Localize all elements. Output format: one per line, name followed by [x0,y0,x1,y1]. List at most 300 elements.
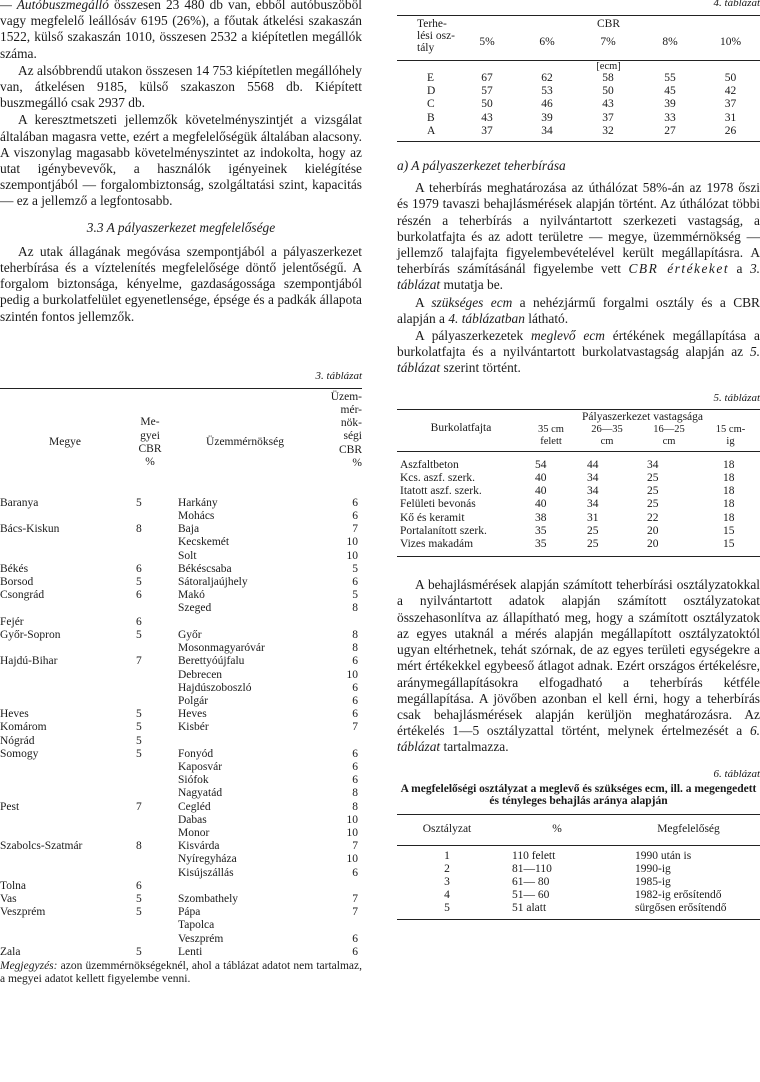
p6-text-d: 4. táblázatban [448,310,525,326]
t3-megye [0,669,130,682]
t5-value: 40 [535,498,547,511]
t3-uzem-cbr [320,616,362,629]
t3-megye: Baranya [0,496,39,509]
t5-value: 25 [587,538,599,551]
t3-megye: Veszprém [0,906,46,919]
t5-value: 25 [587,524,599,537]
t4-value: 43 [481,111,493,124]
t5-value: 31 [587,511,599,524]
t3-megye-cbr: 6 [136,615,142,628]
p7-text-d: 5. táblázat [397,344,760,376]
t4-h-cbr: CBR [597,18,621,30]
p8-text-a: A behajlásmérések alapján számított teherbírási osztályzatokkal a nyilvántartott adatok alapján számított osztályzatokat összehasonlítva az állapítható meg, hogy a számított osztályzatok az egyes utaknál a mérés alapján megállapított osztályzatoktól ugyan eltérhetnek, tehát szórnak, de az egyes területi egységekre a mért értékekkel egybeeső átlagot adnak. Ezért országos értékelésre, aránymegállapításokra elfogadható a teherbírás kétféle megállapítása. A jövőben azonban el kell érni, hogy a teherbírás csak behajlásmérések alapján kerüljön meghatározásra. Az értékelés 1—5 osztályzattal történt, melynek értelmezését a [397,577,760,739]
t5-value: 18 [723,458,735,471]
table6-caption: 6. táblázat [713,767,760,780]
table-row [397,876,760,889]
t3-megye: Békés [0,562,29,575]
table-row [0,735,362,748]
t5-type: Portalanított szerk. [400,524,487,537]
t3-uzem-cbr: 7 [352,840,358,853]
table-row [0,880,362,893]
t3-uzem: Cegléd [178,800,211,813]
t5-value: 34 [587,472,599,485]
t3-uzem-cbr: 6 [352,945,358,958]
t6-h-percent: % [552,822,562,835]
table-row [0,867,362,880]
t3-megye: Somogy [0,747,39,760]
t3-megye: Szabolcs-Szatmár [0,840,83,853]
t3-megye-cbr [130,853,170,866]
t5-value: 35 [535,524,547,537]
t6-percent: 51 alatt [512,902,547,915]
t3-uzem-cbr: 7 [352,523,358,536]
t3-megye-cbr: 6 [136,879,142,892]
t3-megye-cbr [130,602,170,615]
t3-uzem: Kaposvár [178,760,223,773]
t3-uzem-cbr: 10 [346,813,358,826]
t3-uzem-cbr: 7 [352,721,358,734]
t5-col-header: 35 cm felett [538,423,564,447]
t4-col-header: 10% [719,36,742,49]
t6-h-megfelel: Megfelelőség [657,822,720,835]
table-row [0,708,362,721]
t3-uzem-cbr [320,735,362,748]
table6-bottom-rule [397,919,760,920]
p5-text-c: a [729,261,750,277]
t3-megye [0,602,130,615]
t4-value: 27 [664,124,676,137]
t5-value: 25 [647,485,659,498]
table-row [397,125,760,138]
table-row [0,748,362,761]
table-row [0,761,362,774]
t4-value: 46 [541,98,553,111]
t3-uzem: Kisvárda [178,840,220,853]
t3-uzem-cbr: 8 [352,800,358,813]
table-row [397,85,760,98]
t6-compliance: 1982-ig erősítendő [635,889,722,902]
table-row [0,510,362,523]
paragraph-deflection [397,577,760,755]
t3-uzem: Mosonmagyaróvár [178,642,265,655]
t3-megye [0,695,130,708]
table-row [397,459,760,472]
table-row [397,863,760,876]
t3-megye-cbr: 7 [136,800,142,813]
t3-uzem: Sátoraljaújhely [178,576,248,589]
t3-uzem: Szeged [178,602,212,615]
t6-percent: 110 felett [512,849,556,862]
t5-value: 18 [723,511,735,524]
table-row [397,538,760,551]
t5-value: 34 [587,498,599,511]
t3-uzem: Baja [178,523,200,536]
t5-value: 25 [647,498,659,511]
p7-text-c: értékének megállapítása a burkolatfajta és a nyilvántartott burkolatvastagság alapján az [397,328,760,360]
t4-col-header: 6% [539,36,555,49]
t3-megye-cbr [130,933,170,946]
right-column [397,0,760,920]
t5-value: 15 [723,524,735,537]
section-heading: 3.3 A pályaszerkezet megfelelősége [86,219,276,235]
paragraph-required-ecm [397,295,760,327]
t3-megye [0,814,130,827]
t5-h-burk: Burkolatfajta [430,422,492,435]
t6-compliance: 1990 után is [635,849,692,862]
t4-value: 37 [724,98,737,111]
t3-uzem-cbr: 6 [352,496,358,509]
bus-stop-rest: összesen 23 480 db van, ebből autóbuszöböl vagy megfelelő leállósáv 6195 (26%), a főutak átkelési szakaszán 1522, külső szakaszán 1010, összesen 2532 a kiépítetlen megállók száma. [0,0,362,61]
t3-uzem: Kisújszállás [178,866,234,879]
t3-uzem-cbr: 8 [352,642,358,655]
t4-value: 39 [664,98,676,111]
t4-value: 26 [724,124,737,137]
t3-megye [0,642,130,655]
t6-grade: 4 [444,889,450,902]
t3-megye: Tolna [0,879,27,892]
table6 [397,815,760,916]
paragraph-existing-ecm [397,328,760,377]
t3-megye-cbr [130,682,170,695]
table3-note [0,960,362,987]
t5-value: 15 [723,538,735,551]
table-row [397,525,760,538]
t3-uzem-cbr: 5 [352,562,358,575]
t3-uzem: Békéscsaba [178,562,232,575]
table-row [0,906,362,919]
t3-uzem: Kisbér [178,721,209,734]
t3-uzem: Pápa [178,906,201,919]
t3-megye-cbr: 5 [136,945,142,958]
t5-col-header: 15 cm- ig [715,423,746,447]
table-row [0,814,362,827]
p7-text-b: meglevő ecm [530,328,605,344]
t5-value: 54 [535,458,547,471]
t5-type: Kő és keramit [400,511,465,524]
t5-value: 40 [535,472,547,485]
t3-uzem-cbr: 6 [352,708,358,721]
t3-megye-cbr [130,867,170,880]
t3-megye-cbr [130,536,170,549]
t3-uzem: Heves [178,708,207,721]
subsection-a: a) A pályaszerkezet teherbírása [397,158,566,174]
t3-h-megye: Megye [49,436,81,449]
t3-megye-cbr: 5 [136,906,142,919]
t4-class: C [427,98,435,111]
t3-uzem: Monor [178,826,210,839]
t3-uzem: Makó [178,589,205,602]
t3-uzem: Győr [178,628,202,641]
table-row [397,485,760,498]
t3-uzem-cbr: 10 [346,536,358,549]
t3-uzem-cbr: 6 [352,576,358,589]
table-row [0,682,362,695]
t3-megye-cbr [130,827,170,840]
t3-uzem-cbr: 6 [352,760,358,773]
t3-uzem [170,880,320,893]
p6-text-a: A [415,294,432,310]
t4-value: 34 [541,124,553,137]
t3-megye: Hajdú-Bihar [0,655,58,668]
t5-col-header: 26—35 cm [591,423,623,447]
t6-compliance: sürgősen erősítendő [635,902,727,915]
t4-value: 57 [481,85,493,98]
t3-uzem: Nagyatád [178,787,223,800]
t4-col-header: 5% [479,36,495,49]
t3-megye-cbr: 6 [136,589,142,602]
table-row [397,498,760,511]
table-row [0,563,362,576]
t6-compliance: 1990-ig [635,862,671,875]
t5-value: 20 [647,524,659,537]
t6-percent: 81—110 [512,862,552,875]
t6-grade: 2 [444,862,450,875]
t3-uzem-cbr: 7 [352,906,358,919]
table-row [0,655,362,668]
t5-type: Vizes makadám [400,538,474,551]
t6-grade: 3 [444,875,450,888]
table5-caption: 5. táblázat [713,391,760,404]
table-row [0,576,362,589]
table6-header [397,815,760,845]
t3-h-uzem-cbr: Üzem- mér- nök- ségi CBR % [330,390,362,469]
t4-unit: [ecm] [596,61,621,72]
table-row [0,589,362,602]
t3-megye-cbr [130,787,170,800]
t3-uzem: Nyíregyháza [178,853,237,866]
t3-megye-cbr [130,510,170,523]
table-row [397,72,760,85]
t6-compliance: 1985-ig [635,875,671,888]
t3-uzem-cbr: 10 [346,853,358,866]
t5-value: 38 [535,511,547,524]
t3-uzem-cbr: 6 [352,774,358,787]
t3-uzem-cbr: 6 [352,866,358,879]
t5-type: Aszfaltbeton [400,458,459,471]
p8-text-b: 6. táblázat [397,723,760,755]
t5-type: Itatott aszf. szerk. [400,485,482,498]
table3 [0,389,362,959]
t5-value: 22 [647,511,659,524]
t5-value: 18 [723,472,735,485]
table3-header [0,389,362,497]
paragraph-cross-section: A keresztmetszeti jellemzők követelményszintjét a vizsgálat általában magasra vette, ezért a megfelelőségük általában alacsony. A viszonylag magasabb követelményszintet az indokolta, hogy az utat igénybevevők, a használók igényeinek kielégítése szempontjából — forgalombiztonság, szolgáltatási szint, kapacitás — ez a jellemző a legfontosabb. [0,112,362,209]
t5-value: 34 [647,458,659,471]
t3-uzem: Siófok [178,774,209,787]
table5-bottom-rule [397,556,760,557]
table-row [0,933,362,946]
table-row [397,472,760,485]
table6-title: A megfelelőségi osztályzat a meglevő és szükséges ecm, ill. a megengedett és tényleges behajlás aránya alapján [400,782,757,808]
t4-class: A [427,124,436,137]
table-row [0,602,362,615]
t3-megye [0,510,130,523]
t5-value: 44 [587,458,599,471]
t3-uzem: Polgár [178,694,209,707]
t3-megye-cbr: 5 [136,892,142,905]
t3-uzem [170,735,320,748]
p6-text-c: a nehézjármű forgalmi osztály és a CBR alapján a [397,294,760,326]
t5-value: 18 [723,498,735,511]
t3-megye-cbr: 8 [136,840,142,853]
t4-value: 32 [602,124,614,137]
t3-uzem-cbr [320,880,362,893]
table-row [397,98,760,111]
table-row [0,827,362,840]
t4-value: 67 [481,72,493,84]
t6-h-osztaly: Osztályzat [422,822,472,835]
t3-megye-cbr [130,669,170,682]
table-row [0,536,362,549]
t3-uzem: Solt [178,549,197,562]
t3-h-uzem: Üzemmérnökség [206,436,284,449]
t5-value: 18 [723,485,735,498]
table-row [397,512,760,525]
t4-value: 42 [724,85,737,98]
t4-col-header: 8% [662,36,678,49]
t3-megye [0,682,130,695]
t4-value: 50 [602,85,614,98]
t5-value: 34 [587,485,599,498]
t4-col-header: 7% [600,36,616,49]
t3-megye-cbr [130,695,170,708]
table-row [397,902,760,915]
table-row [0,523,362,536]
t3-uzem: Dabas [178,813,207,826]
t3-uzem-cbr: 8 [352,602,358,615]
t5-type: Felületi bevonás [400,498,476,511]
t3-megye [0,550,130,563]
t4-class: B [427,111,435,124]
t4-value: 50 [724,72,737,84]
t5-value: 35 [535,538,547,551]
t3-megye: Vas [0,892,17,905]
t3-megye-cbr: 5 [136,708,142,721]
p6-text-b: szükséges ecm [431,294,513,310]
paragraph-bus-stops [0,0,362,62]
t4-value: 37 [481,124,493,137]
table5-header [397,410,760,424]
t3-megye-cbr: 5 [136,721,142,734]
p7-text-e: szerint történt. [440,360,521,376]
t3-uzem-cbr: 10 [346,826,358,839]
t3-uzem: Mohács [178,510,215,523]
t5-type: Kcs. aszf. szerk. [400,472,476,485]
t3-megye [0,853,130,866]
t3-megye-cbr [130,550,170,563]
table3-caption: 3. táblázat [315,369,362,382]
t4-value: 53 [541,85,553,98]
t3-megye-cbr: 5 [136,496,142,509]
t3-uzem: Szombathely [178,892,239,905]
t3-uzem: Berettyóújfalu [178,655,245,668]
t4-h-terh: Terhe- lési osz- tály [417,18,456,54]
paragraph-lower-roads: Az alsóbbrendű utakon összesen 14 753 kiépítetlen megállóhely van, átkelésen 9185, külső szakaszon 5568 db. Kiépített buszmegálló csak 2937 db. [0,62,362,111]
note-text: azon üzemmérnökségeknél, ahol a táblázat adatot nem tartalmaz, a megyei adatot kellett figyelembe venni. [0,959,362,986]
table-row [0,669,362,682]
table-row [0,497,362,510]
t3-megye [0,787,130,800]
bus-stop-lead: — Autóbuszmegálló [0,0,109,12]
t3-uzem-cbr [320,919,362,932]
t3-megye-cbr [130,642,170,655]
table-row [0,787,362,800]
t3-megye: Pest [0,800,20,813]
table-row [0,774,362,787]
t3-megye: Heves [0,708,29,721]
paragraph-load-capacity [397,180,760,293]
t4-value: 62 [541,72,553,84]
t4-value: 43 [602,98,614,111]
table-row [0,695,362,708]
t3-uzem [170,616,320,629]
t3-uzem: Hajdúszoboszló [178,681,252,694]
t3-megye: Komárom [0,721,47,734]
t3-megye-cbr: 5 [136,734,142,747]
t3-megye [0,867,130,880]
t4-value: 58 [602,72,614,84]
p5-text-d: 3. táblázat [397,261,760,293]
table-row [397,850,760,863]
t3-uzem-cbr: 10 [346,668,358,681]
t4-value: 45 [664,85,676,98]
p8-text-c: tartalmazza. [440,739,509,755]
t4-value: 37 [602,111,614,124]
t3-uzem: Tapolca [178,919,215,932]
paragraph-pavement: Az utak állagának megóvása szempontjából a pályaszerkezet teherbírása és a víztelenítés megfelelősége döntő jelentőségű. A forgalom biztonsága, kényelme, gazdaságossága szempontjából pedig a burkolatfelület egyenetlensége, épsége és a padkák állapota szintén fontos jellemzők. [0,243,362,324]
t4-value: 33 [664,111,676,124]
t4-value: 31 [724,111,737,124]
table-row [0,853,362,866]
table-row [397,112,760,125]
table4-caption: 4. táblázat [713,0,760,9]
table-row [0,629,362,642]
t4-value: 39 [541,111,553,124]
t3-uzem-cbr: 8 [352,628,358,641]
table-row [0,919,362,932]
table4 [397,16,760,138]
t3-uzem: Lenti [178,945,203,958]
t4-class: D [427,85,436,98]
t4-value: 50 [481,98,493,111]
table-row [0,893,362,906]
t3-megye-cbr: 6 [136,562,142,575]
table-row [0,840,362,853]
t3-uzem-cbr: 6 [352,694,358,707]
table-row [0,801,362,814]
p7-text-a: A pályaszerkezetek [415,328,531,344]
t3-megye-cbr: 8 [136,523,142,536]
t3-megye [0,536,130,549]
p6-text-e: látható. [524,310,569,326]
t3-uzem-cbr: 6 [352,655,358,668]
t3-uzem-cbr: 6 [352,932,358,945]
t3-megye [0,933,130,946]
t3-uzem-cbr: 6 [352,510,358,523]
t3-uzem-cbr: 10 [346,549,358,562]
t5-value: 20 [647,538,659,551]
table4-header [397,16,760,36]
table-row [397,889,760,902]
table-row [0,721,362,734]
table-row [0,616,362,629]
t3-megye: Nógrád [0,734,35,747]
t3-megye: Győr-Sopron [0,628,61,641]
t6-grade: 5 [444,902,450,915]
t3-megye: Zala [0,945,21,958]
t6-grade: 1 [444,849,450,862]
t3-uzem-cbr: 8 [352,787,358,800]
